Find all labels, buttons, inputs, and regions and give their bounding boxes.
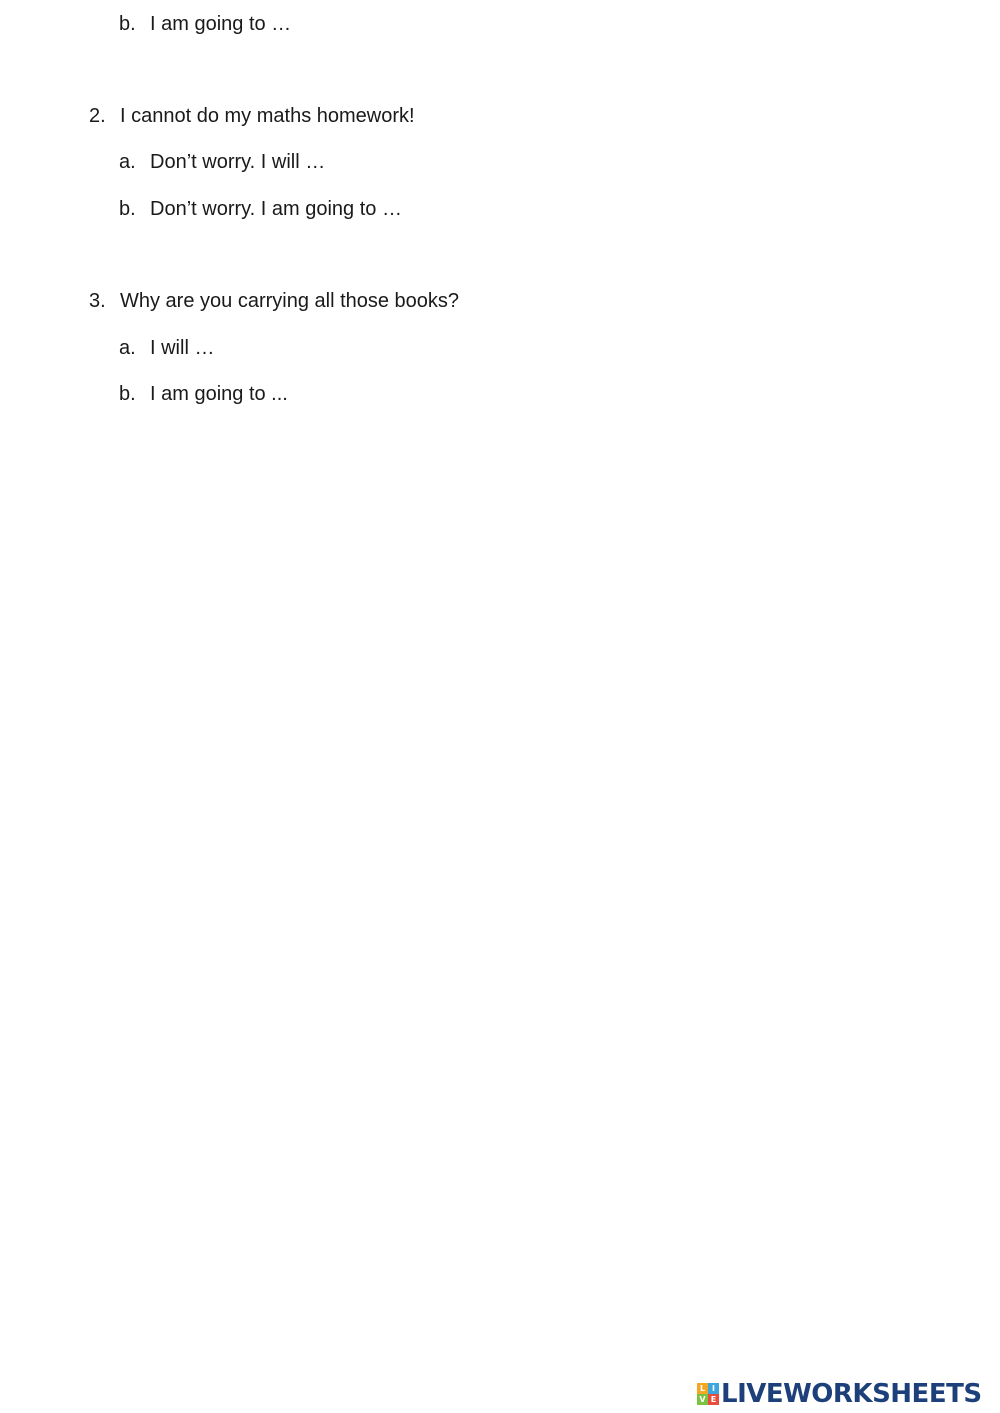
option-text: Don’t worry. I will … bbox=[150, 151, 326, 173]
option-letter: a. bbox=[119, 337, 136, 359]
option-letter: b. bbox=[119, 13, 136, 35]
liveworksheets-logo-icon bbox=[697, 1383, 719, 1405]
logo-icon-tile: L bbox=[697, 1383, 708, 1394]
liveworksheets-logo bbox=[697, 1379, 982, 1409]
option-letter: b. bbox=[119, 198, 136, 220]
option-letter: b. bbox=[119, 383, 136, 405]
question-number: 2. bbox=[89, 105, 106, 127]
question-text: I cannot do my maths homework! bbox=[120, 105, 415, 127]
option-text: I am going to ... bbox=[150, 383, 288, 405]
logo-icon-tile: E bbox=[708, 1394, 719, 1405]
option-text: I am going to … bbox=[150, 13, 292, 35]
option-letter: a. bbox=[119, 151, 136, 173]
logo-icon-tile: I bbox=[708, 1383, 719, 1394]
logo-icon-tile: V bbox=[697, 1394, 708, 1405]
option-text: Don’t worry. I am going to … bbox=[150, 198, 402, 220]
logo-text: LIVEWORKSHEETS bbox=[721, 1379, 982, 1409]
question-text: Why are you carrying all those books? bbox=[120, 290, 460, 312]
question-number: 3. bbox=[89, 290, 106, 312]
option-text: I will … bbox=[150, 337, 215, 359]
